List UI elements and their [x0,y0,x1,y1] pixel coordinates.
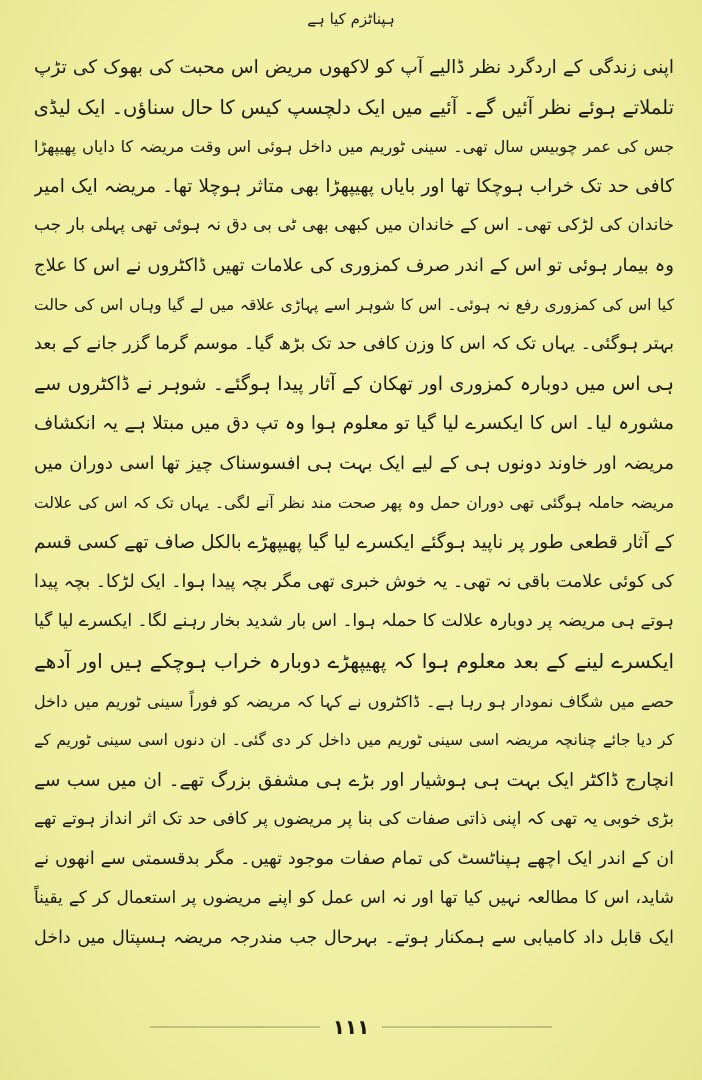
text-line: مریضہ حاملہ ہوگئی تھی دوران حمل وہ پھر صحت مند نظر آنے لگی۔ یہاں تک کہ اس کی علالت [34,493,674,512]
text-line: حصے میں شگاف نمودار ہو رہا ہے۔ ڈاکٹروں نے کہا کہ مریضہ کو فوراً سینی ٹوریم میں داخل [34,691,674,711]
text-line: کر دیا جائے چنانچہ مریضہ اسی سینی ٹوریم میں داخل کر دی گئی۔ ان دنوں اسی سینی ٹوریم کے [34,731,674,750]
page-number [0,1015,702,1039]
text-line: کی کوئی علامت باقی نہ تھی۔ یہ خوش خبری تھی مگر بچہ پیدا ہوا۔ ایک لڑکا۔ بچہ پیدا [34,571,674,592]
text-line: تلملاتے ہوئے نظر آئیں گے۔ آئیے میں ایک دلچسپ کیس کا حال سناؤں۔ ایک لیڈی [34,95,674,119]
text-line: کافی حد تک خراب ہوچکا تھا اور بایاں پھیپھڑا بھی متاثر ہوچلا تھا۔ مریضہ ایک امیر [34,175,674,197]
text-line: ہوتے ہی مریضہ پر دوبارہ علالت کا حملہ ہوا۔ اس بار شدید بخار رہنے لگا۔ ایکسرے لیا گیا [34,611,674,632]
text-line: ایکسرے لینے کے بعد معلوم ہوا کہ پھیپھڑے دوبارہ خراب ہوچکے ہیں اور آدھے [34,648,674,673]
text-line: ایک قابل داد کامیابی سے ہمکنار ہوتے۔ بہرحال جب مندرجہ مریضہ ہسپتال میں داخل [34,928,674,949]
text-line: جس کی عمر چوبیس سال تھی۔ سینی ٹوریم میں داخل ہوئی اس وقت مریضہ کا دایاں پھیپھڑا [34,137,674,157]
text-line: مشورہ لیا۔ اس کا ایکسرے لیا گیا تو معلوم ہوا وہ تپ دق میں مبتلا ہے یہ انکشاف [34,413,674,435]
text-line: کے آثار قطعی طور پر ناپید ہوگئے ایکسرے لیا گیا پھیپھڑے بالکل صاف تھے کسی قسم [34,532,674,554]
text-line: کیا اس کی کمزوری رفع نہ ہوئی۔ اس کا شوہر اسے پہاڑی علاقہ میں لے گیا وہاں اس کی حالت [34,295,674,314]
text-line: بہتر ہوگئی۔ یہاں تک کہ اس کا وزن کافی حد تک بڑھ گیا۔ موسم گرما گزر جانے کے بعد [34,334,674,355]
text-line: انچارج ڈاکٹر ایک بہت ہی ہوشیار اور بڑے ہی مشفق بزرگ تھے۔ ان میں سب سے [34,769,674,791]
text-line: شاید، اس کا مطالعہ نہیں کیا تھا اور نہ اس عمل کو اپنے مریضوں پر استعمال کر کے یقیناً [34,888,674,909]
text-line: اپنی زندگی کے اردگرد نظر ڈالیے آپ کو لاکھوں مریض اس محبت کی بھوک کی تڑپ [34,57,674,78]
running-head: ہپناٹزم کیا ہے [307,10,395,28]
body-text [34,48,674,959]
text-line: خاندان کی لڑکی تھی۔ اس کے خاندان میں کبھی بھی ٹی بی دق نہ ہوئی تھی پہلی بار جب [34,215,674,236]
text-line: ہی اس میں دوبارہ کمزوری اور تھکان کے آثار پیدا ہوگئے۔ شوہر نے ڈاکٹروں سے [34,372,674,395]
text-line: مریضہ اور خاوند دونوں ہی کے لیے ایک بہت ہی افسوسناک چیز تھا اسی دوران میں [34,452,674,474]
text-line: ان کے اندر ایک اچھے ہپناٹسٹ کی تمام صفات موجود تھیں۔ مگر بدقسمتی سے انھوں نے [34,848,674,869]
text-line: بڑی خوبی یہ تھی کہ اپنی ذاتی صفات کی بنا پر مریضوں پر کافی حد تک اثر انداز ہوتے تھے [34,809,674,830]
text-line: وہ بیمار ہوئی تو اس کے اندر صرف کمزوری کی علامات تھیں ڈاکٹروں نے اس کا علاج [34,254,674,276]
page-number-value: ۱۱۱ [332,1015,370,1039]
